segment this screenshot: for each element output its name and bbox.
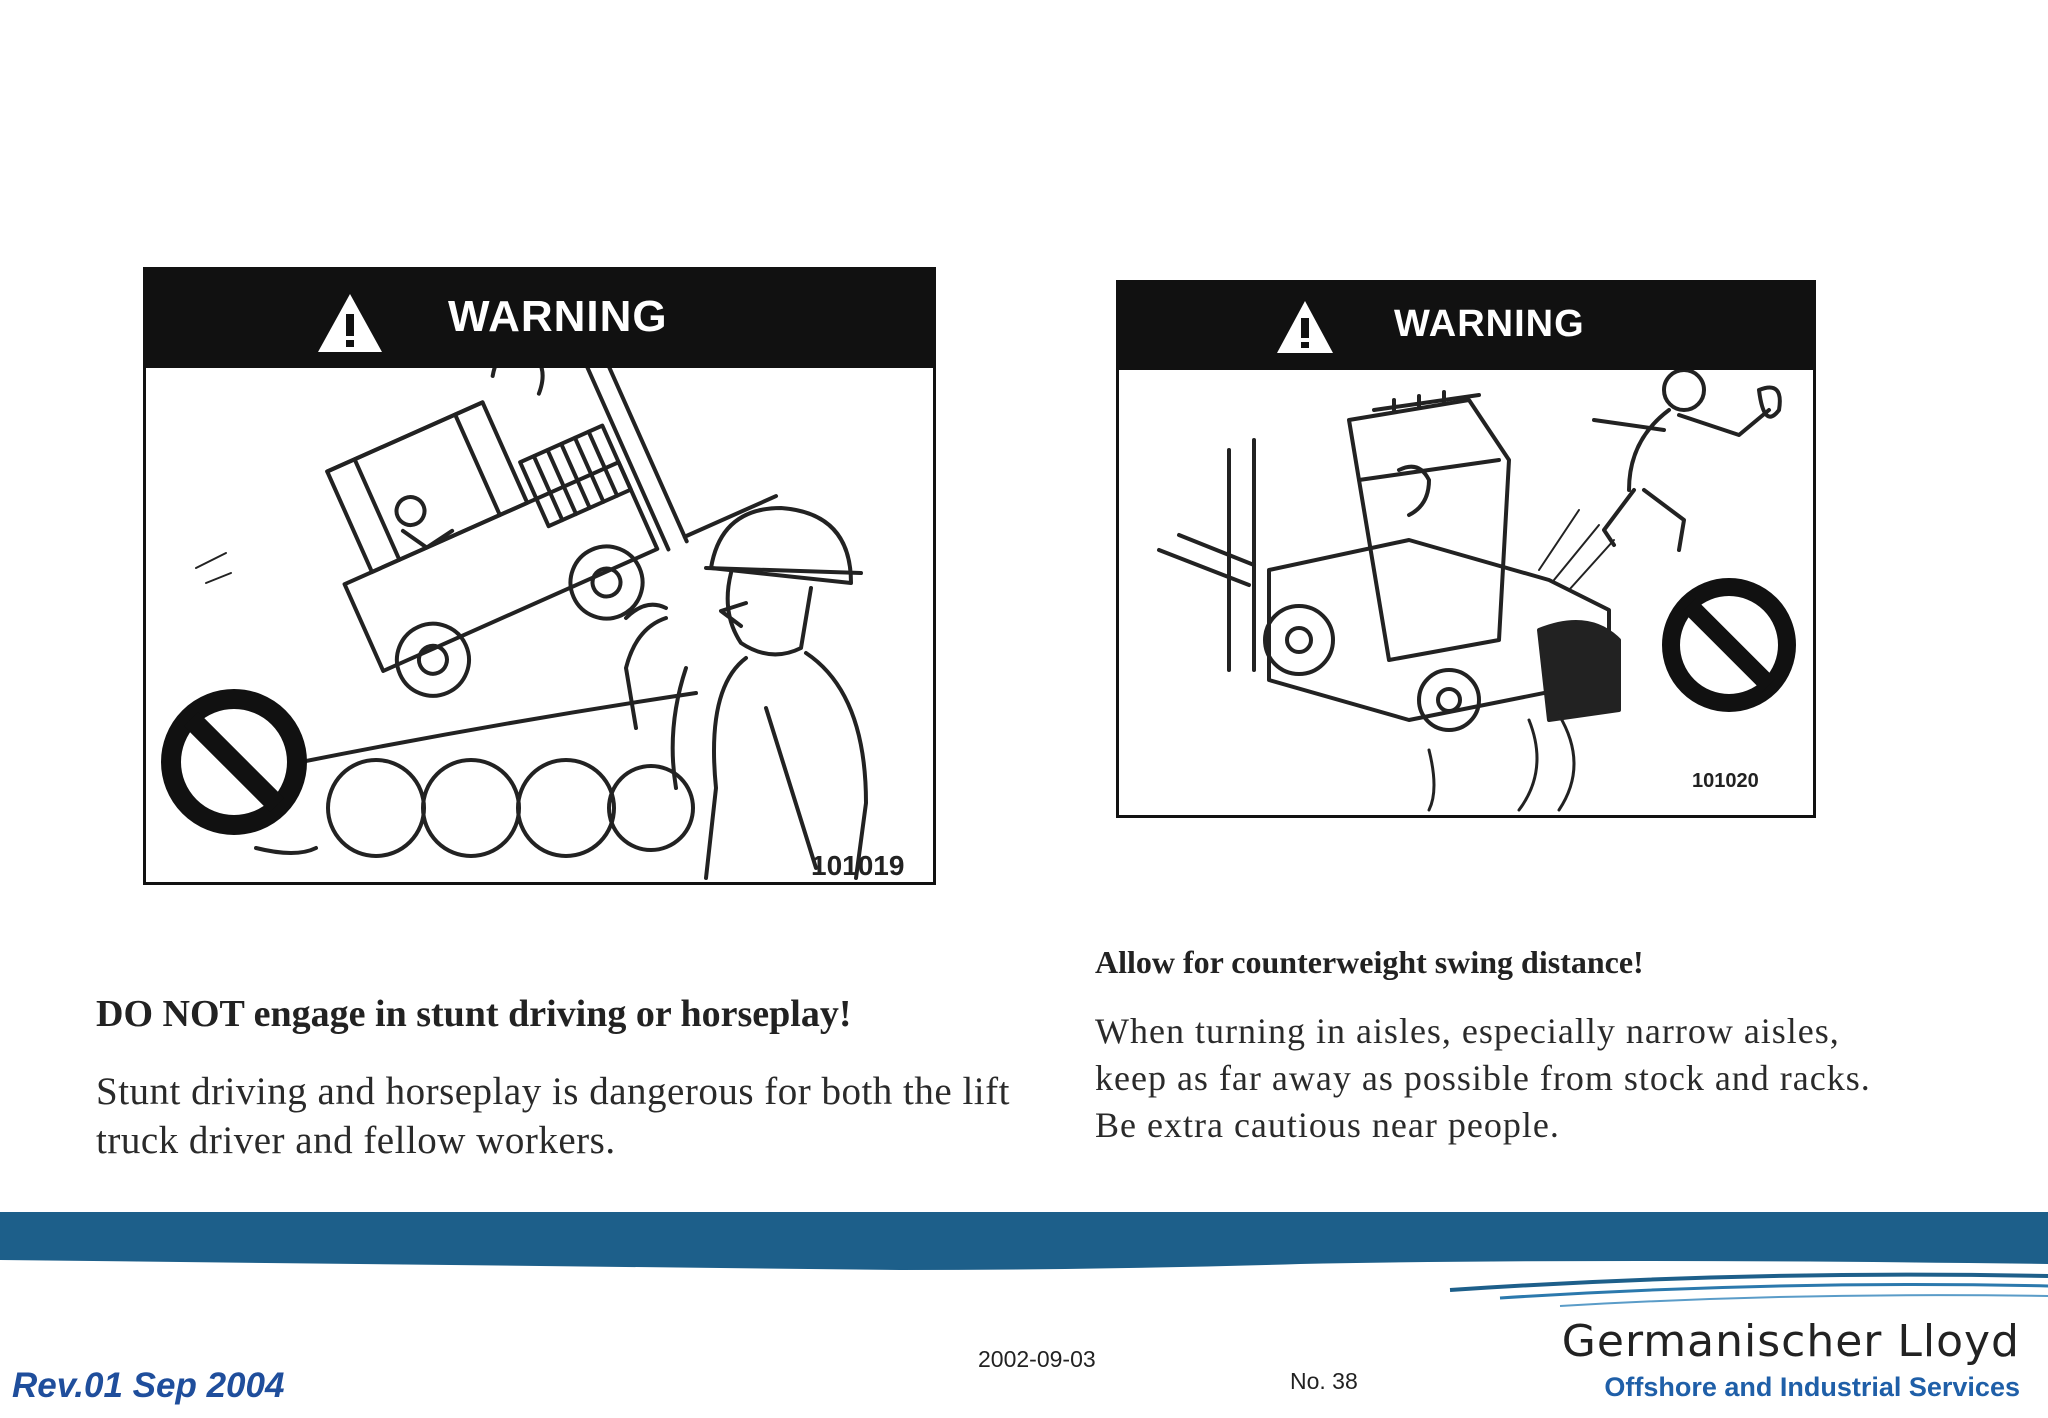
slide-date: 2002-09-03 [978,1346,1096,1372]
footer-wave-band [0,1212,2048,1322]
warning-label-stunt-driving [143,267,936,885]
warning-header [146,270,933,368]
caption-heading: DO NOT engage in stunt driving or horseplay! [96,993,852,1035]
warning-header [1119,283,1813,370]
label-code: 101020 [1692,770,1759,792]
warning-label-counterweight-swing [1116,280,1816,818]
warning-triangle-icon [316,292,384,354]
company-division: Offshore and Industrial Services [1604,1372,2020,1402]
illustration-counterweight-swing [1119,370,1813,815]
caption-body: Stunt driving and horseplay is dangerous for both the lift truck driver and fellow workers. [96,1070,1010,1162]
warning-triangle-icon [1275,299,1335,355]
company-name: Germanischer Lloyd [1561,1316,2020,1367]
illustration-stunt-driving [146,368,933,882]
label-code: 101019 [811,850,905,881]
warning-word: WARNING [1394,303,1585,345]
caption-heading: Allow for counterweight swing distance! [1095,944,1644,980]
caption-body: When turning in aisles, especially narrow aisles, keep as far away as possible from stock and racks. Be extra cautious near people. [1095,1011,1871,1145]
revision-label: Rev.01 Sep 2004 [12,1366,285,1405]
prohibition-icon [171,699,297,825]
page-number: No. 38 [1290,1368,1358,1394]
prohibition-icon [1671,587,1787,703]
warning-word: WARNING [448,292,668,341]
